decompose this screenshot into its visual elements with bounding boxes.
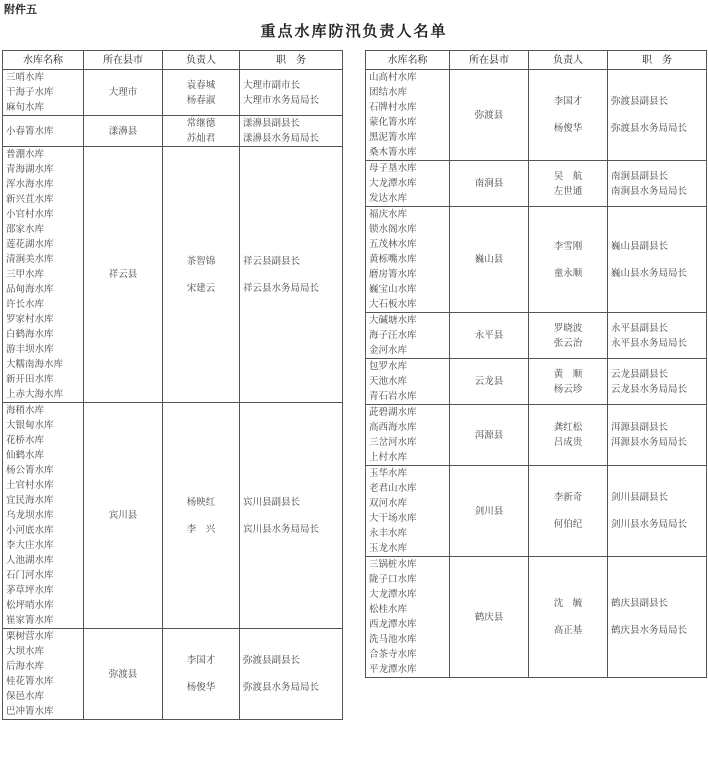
reservoir-name: 邵家水库 <box>6 224 45 235</box>
reservoir-name: 麻旬水库 <box>6 102 45 113</box>
reservoir-name: 石牌村水库 <box>369 102 417 113</box>
person-name: 茶智锦 <box>186 255 216 267</box>
position-cell <box>240 403 343 629</box>
position-title: 大理市水务局局长 <box>243 94 320 106</box>
person-cell <box>529 207 608 313</box>
reservoir-name: 仙鹤水库 <box>6 450 45 461</box>
person-cell <box>163 70 240 116</box>
position-cell <box>608 405 707 466</box>
reservoir-name: 李大庄水库 <box>6 540 54 551</box>
reservoir-name: 包罗水库 <box>369 361 408 372</box>
reservoir-name: 小官村水库 <box>6 209 54 220</box>
reservoir-name: 团结水库 <box>369 87 408 98</box>
county-cell: 南涧县 <box>450 161 529 207</box>
person-name: 杨云珍 <box>553 383 583 395</box>
reservoir-name: 小河底水库 <box>6 525 54 536</box>
document-title: 重点水库防汛负责人名单 <box>260 22 448 40</box>
reservoir-name: 杨公箐水库 <box>6 465 54 476</box>
reservoir-name: 栗树营水库 <box>6 631 54 642</box>
reservoir-name: 清涧美水库 <box>6 254 54 265</box>
reservoir-name: 宜民海水库 <box>6 495 54 506</box>
table-row <box>366 466 707 557</box>
reservoir-name: 合茶寺水库 <box>369 649 417 660</box>
reservoir-list-cell <box>366 70 450 161</box>
reservoir-name: 茈碧湖水库 <box>369 407 417 418</box>
county-cell: 宾川县 <box>84 403 163 629</box>
position-cell <box>608 359 707 405</box>
reservoir-list-cell <box>3 70 84 116</box>
person-name: 袁春城 <box>186 79 216 91</box>
reservoir-name: 茅草坪水库 <box>6 585 54 596</box>
position-title: 祥云县水务局局长 <box>243 282 320 294</box>
position-title: 祥云县副县长 <box>243 255 301 267</box>
person-name: 苏灿君 <box>186 133 216 144</box>
position-title: 鹤庆县水务局局长 <box>611 625 688 636</box>
position-cell <box>240 70 343 116</box>
reservoir-name: 大石板水库 <box>369 299 417 310</box>
reservoir-name: 大龙潭水库 <box>369 178 417 189</box>
reservoir-name: 五茂林水库 <box>369 239 417 250</box>
person-cell <box>529 313 608 359</box>
reservoir-name: 三甲水库 <box>6 269 45 280</box>
left-table-body <box>3 70 343 720</box>
person-cell <box>529 359 608 405</box>
county-cell: 巍山县 <box>450 207 529 313</box>
reservoir-name: 巴冲箐水库 <box>6 706 54 717</box>
table-row <box>366 207 707 313</box>
person-name: 宋建云 <box>186 282 216 294</box>
position-title: 剑川县水务局局长 <box>611 519 688 530</box>
reservoir-name: 新兴苴水库 <box>6 194 54 205</box>
position-title: 弥渡县水务局局长 <box>611 123 688 134</box>
reservoir-name: 罗家村水库 <box>6 314 54 325</box>
position-title: 永平县水务局局长 <box>611 337 688 349</box>
reservoir-name: 巍宝山水库 <box>369 284 417 295</box>
reservoir-name: 蒙化箐水库 <box>369 117 417 128</box>
position-title: 宾川县副县长 <box>243 496 301 508</box>
person-cell <box>529 466 608 557</box>
position-title: 漾濞县水务局局长 <box>243 133 320 144</box>
reservoir-name: 白鹤海水库 <box>6 329 54 340</box>
person-name: 李国才 <box>553 96 583 107</box>
reservoir-list-cell <box>366 207 450 313</box>
county-cell: 祥云县 <box>84 147 163 403</box>
person-name: 龚红松 <box>553 422 583 433</box>
reservoir-name: 花桥水库 <box>6 435 45 446</box>
reservoir-name: 磨房箐水库 <box>369 269 417 280</box>
table-row <box>3 147 343 403</box>
reservoir-name: 山高村水库 <box>369 72 417 83</box>
person-name: 李新奇 <box>553 492 583 503</box>
reservoir-name: 游丰坝水库 <box>6 344 54 355</box>
reservoir-name: 金河水库 <box>369 345 408 356</box>
reservoir-list-cell <box>366 557 450 678</box>
position-cell <box>608 313 707 359</box>
person-name: 杨春淑 <box>186 94 216 106</box>
position-title: 弥渡县副县长 <box>243 655 301 666</box>
person-cell <box>529 557 608 678</box>
reservoir-list-cell <box>3 403 84 629</box>
position-cell <box>608 557 707 678</box>
reservoir-name: 老君山水库 <box>369 483 417 494</box>
county-cell: 剑川县 <box>450 466 529 557</box>
reservoir-list-cell <box>366 405 450 466</box>
header-person: 负责人 <box>163 51 240 70</box>
reservoir-name: 保邑水库 <box>6 691 45 702</box>
header-reservoir-name: 水库名称 <box>366 51 450 70</box>
reservoir-name: 玉龙水库 <box>369 543 408 554</box>
reservoir-name: 品甸海水库 <box>6 284 54 295</box>
reservoir-list-cell <box>3 116 84 147</box>
reservoir-name: 大银甸水库 <box>6 420 54 431</box>
header-county: 所在县市 <box>84 51 163 70</box>
reservoir-name: 后海水库 <box>6 661 45 672</box>
person-cell <box>163 116 240 147</box>
position-cell <box>608 70 707 161</box>
reservoir-name: 母子垦水库 <box>369 163 417 174</box>
attachment-label: 附件五 <box>4 3 37 16</box>
reservoir-name: 小春箐水库 <box>6 125 54 137</box>
position-cell <box>608 466 707 557</box>
person-name: 杨映红 <box>186 496 216 508</box>
county-cell: 鹤庆县 <box>450 557 529 678</box>
table-row <box>366 70 707 161</box>
reservoir-name: 洗马池水库 <box>369 634 417 645</box>
person-name: 沈 毓 <box>553 598 583 609</box>
person-name: 童永顺 <box>553 267 583 279</box>
position-title: 弥渡县水务局局长 <box>243 682 320 693</box>
reservoir-name: 陇子口水库 <box>369 574 417 585</box>
reservoir-name: 上村水库 <box>369 452 408 463</box>
person-cell <box>163 629 240 720</box>
reservoir-name: 青海湖水库 <box>6 164 54 175</box>
reservoir-list-cell <box>366 466 450 557</box>
reservoir-name: 黑泥箐水库 <box>369 132 417 143</box>
position-title: 漾濞县副县长 <box>243 118 301 129</box>
reservoir-name: 石门河水库 <box>6 570 54 581</box>
reservoir-name: 大干场水库 <box>369 513 417 524</box>
right-header-row <box>366 51 707 70</box>
reservoir-list-cell <box>3 147 84 403</box>
table-row <box>366 161 707 207</box>
position-title: 云龙县水务局局长 <box>611 383 688 395</box>
county-cell: 洱源县 <box>450 405 529 466</box>
reservoir-name: 桑木箐水库 <box>369 147 417 158</box>
reservoir-name: 平龙潭水库 <box>369 664 417 675</box>
left-roster-table <box>2 50 343 720</box>
person-name: 罗晓波 <box>553 322 583 334</box>
header-reservoir-name: 水库名称 <box>3 51 84 70</box>
person-name: 何伯纪 <box>553 519 583 530</box>
reservoir-name: 玉华水库 <box>369 468 408 479</box>
position-title: 宾川县水务局局长 <box>243 523 320 535</box>
position-cell <box>608 207 707 313</box>
position-title: 大理市副市长 <box>243 79 301 91</box>
table-row <box>366 359 707 405</box>
person-name: 杨俊华 <box>553 123 583 134</box>
reservoir-name: 高西海水库 <box>369 422 417 433</box>
reservoir-name: 干海子水库 <box>6 87 54 98</box>
position-cell <box>240 116 343 147</box>
person-name: 李 兴 <box>186 523 216 535</box>
person-name: 杨俊华 <box>186 682 216 693</box>
reservoir-name: 莲花湖水库 <box>6 239 54 250</box>
reservoir-name: 大坝水库 <box>6 646 45 657</box>
table-row <box>366 313 707 359</box>
reservoir-name: 三锅桩水库 <box>369 559 417 570</box>
position-title: 永平县副县长 <box>611 322 669 334</box>
table-row <box>366 405 707 466</box>
reservoir-name: 人池湖水库 <box>6 555 54 566</box>
position-title: 鹤庆县副县长 <box>611 598 669 609</box>
table-row <box>3 116 343 147</box>
person-name: 李雪刚 <box>553 240 583 252</box>
county-cell: 永平县 <box>450 313 529 359</box>
person-cell <box>163 403 240 629</box>
position-title: 巍山县副县长 <box>611 240 669 252</box>
reservoir-list-cell <box>366 359 450 405</box>
reservoir-name: 新开田水库 <box>6 374 54 385</box>
table-row <box>366 557 707 678</box>
person-name: 左世通 <box>553 185 583 197</box>
county-cell: 弥渡县 <box>84 629 163 720</box>
reservoir-list-cell <box>366 313 450 359</box>
position-title: 弥渡县副县长 <box>611 96 669 107</box>
county-cell: 大理市 <box>84 70 163 116</box>
reservoir-name: 乌龙坝水库 <box>6 510 54 521</box>
reservoir-name: 许长水库 <box>6 299 45 310</box>
reservoir-name: 发达水库 <box>369 193 408 204</box>
person-name: 黄 顺 <box>553 368 583 380</box>
table-row <box>3 70 343 116</box>
left-header-row <box>3 51 343 70</box>
position-title: 巍山县水务局局长 <box>611 267 688 279</box>
reservoir-name: 桂花箐水库 <box>6 676 54 687</box>
position-title: 云龙县副县长 <box>611 368 669 380</box>
position-title: 洱源县副县长 <box>611 422 669 433</box>
header-county: 所在县市 <box>450 51 529 70</box>
person-name: 李国才 <box>186 655 216 666</box>
person-name: 张云治 <box>553 337 583 349</box>
reservoir-name: 上赤大海水库 <box>6 389 64 400</box>
county-cell: 弥渡县 <box>450 70 529 161</box>
county-cell: 漾濞县 <box>84 116 163 147</box>
position-cell <box>608 161 707 207</box>
person-cell <box>529 405 608 466</box>
reservoir-name: 土官村水库 <box>6 480 54 491</box>
person-cell <box>529 161 608 207</box>
reservoir-name: 松桂水库 <box>369 604 408 615</box>
reservoir-name: 大糯南海水库 <box>6 359 64 370</box>
table-row <box>3 629 343 720</box>
reservoir-name: 松坪哨水库 <box>6 600 54 611</box>
person-name: 吕成贵 <box>553 437 583 448</box>
person-name: 常继德 <box>186 118 216 129</box>
reservoir-name: 西龙潭水库 <box>369 619 417 630</box>
reservoir-name: 浑水海水库 <box>6 179 54 190</box>
reservoir-name: 大龙潭水库 <box>369 589 417 600</box>
position-cell <box>240 147 343 403</box>
reservoir-name: 永丰水库 <box>369 528 408 539</box>
reservoir-name: 双河水库 <box>369 498 408 509</box>
header-person: 负责人 <box>529 51 608 70</box>
table-row <box>3 403 343 629</box>
person-name: 吴 航 <box>553 170 583 182</box>
reservoir-name: 天池水库 <box>369 376 408 387</box>
reservoir-list-cell <box>366 161 450 207</box>
person-cell <box>529 70 608 161</box>
position-title: 洱源县水务局局长 <box>611 437 688 448</box>
position-title: 南涧县水务局局长 <box>611 185 688 197</box>
position-cell <box>240 629 343 720</box>
right-roster-table <box>365 50 707 678</box>
position-title: 南涧县副县长 <box>611 170 669 182</box>
person-cell <box>163 147 240 403</box>
position-title: 剑川县副县长 <box>611 492 669 503</box>
reservoir-name: 福庆水库 <box>369 209 408 220</box>
header-position: 职 务 <box>240 51 343 70</box>
reservoir-name: 三岔河水库 <box>369 437 417 448</box>
reservoir-name: 海稍水库 <box>6 405 45 416</box>
person-name: 高正基 <box>553 625 583 636</box>
reservoir-name: 锁水阁水库 <box>369 224 417 235</box>
reservoir-name: 黄栎嘴水库 <box>369 254 417 265</box>
reservoir-list-cell <box>3 629 84 720</box>
reservoir-name: 崔家箐水库 <box>6 615 54 626</box>
reservoir-name: 大碱塘水库 <box>369 315 417 326</box>
right-table-body <box>366 70 707 678</box>
reservoir-name: 海子汪水库 <box>369 330 417 341</box>
reservoir-name: 三哨水库 <box>6 72 45 83</box>
reservoir-name: 普淜水库 <box>6 149 45 160</box>
header-position: 职 务 <box>608 51 707 70</box>
county-cell: 云龙县 <box>450 359 529 405</box>
reservoir-name: 青石岩水库 <box>369 391 417 402</box>
